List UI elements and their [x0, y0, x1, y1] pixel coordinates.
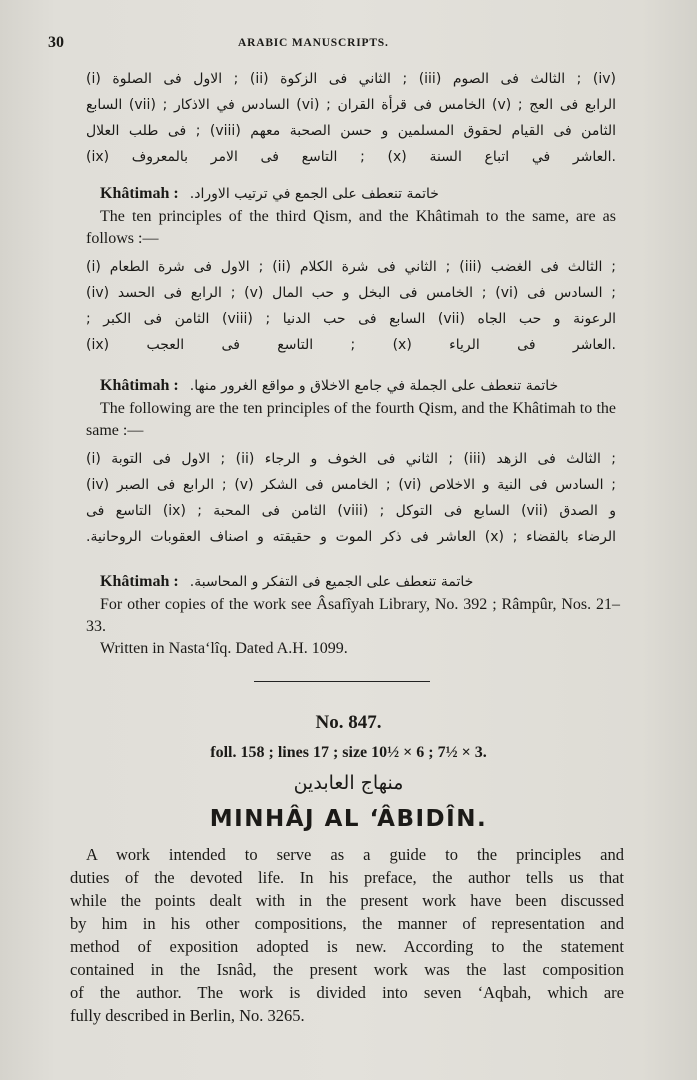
- folio-info: foll. 158 ; lines 17 ; size 10½ × 6 ; 7½ × 3.: [210, 744, 487, 761]
- arabic-line: الثامن فى القيام لحقوق المسلمين و حسن الصحبة معهم (viii) ; فى طلب العلال: [86, 123, 616, 139]
- arabic-line: (iv) الرابع فى الصبر ; (v) الخامس فى الشكر ; (vi) السادس فى النية و الاخلاص ;: [86, 477, 616, 493]
- written-note: Written in Nasta‘lîq. Dated A.H. 1099.: [100, 640, 348, 657]
- separator-rule: [254, 681, 430, 682]
- khatimah-label: Khâtimah :: [100, 185, 179, 202]
- description-line: A work intended to serve as a guide to the principles and: [86, 845, 624, 864]
- khatimah-label: Khâtimah :: [100, 573, 179, 590]
- intro-third-qism: The ten principles of the third Qism, and the Khâtimah to the same, are as follows :—: [86, 208, 616, 247]
- khatimah-label: Khâtimah :: [100, 377, 179, 394]
- arabic-line: (iv) الرابع فى الحسد ; (v) الخامس فى البخل و حب المال ; (vi) السادس فى ;: [86, 285, 616, 301]
- work-description: [70, 843, 624, 1027]
- page-header: [48, 34, 667, 56]
- arabic-line: و الصدق (vii) السابع فى التوكل ; (viii) الثامن فى المحبة ; (ix) التاسع فى: [86, 503, 616, 519]
- running-head: ARABIC MANUSCRIPTS.: [238, 37, 389, 49]
- arabic-line: الرابع فى العج ; (v) الخامس فى قرأة القران ; (vi) السادس في الاذكار ; (vii) السابع: [86, 97, 616, 113]
- section-3-arabic-list: [86, 66, 616, 170]
- section-4-arabic-list: [86, 254, 616, 358]
- khatimah-arabic: خاتمة تنعطف على الجميع فى التفكر و المحاسبة.: [189, 574, 474, 590]
- work-title: MINHÂJ AL ‘ÂBIDÎN.: [209, 806, 488, 832]
- arabic-line: الرضاء بالقضاء ; (x) العاشر فى ذكر الموت و حقيقته و اصناف العقوبات الروحانية.: [86, 529, 616, 545]
- arabic-line: (ix) التاسع فى الامر بالمعروف ; (x) العاشر في اتباع السنة.: [86, 149, 616, 165]
- arabic-line: (ix) التاسع فى العجب ; (x) العاشر فى الرياء.: [86, 337, 616, 353]
- intro-fourth-qism: The following are the ten principles of the fourth Qism, and the Khâtimah to the same :—: [86, 400, 616, 439]
- khatimah-4: [100, 372, 620, 398]
- entry-number: No. 847.: [315, 712, 382, 733]
- description-line: contained in the Isnâd, the present work was the last composition: [70, 960, 624, 979]
- arabic-title: منهاج العابدين: [293, 772, 404, 794]
- arabic-line: الرعونة و حب الجاه (vii) السابع فى حب الدنيا ; (viii) الثامن فى الكبر ;: [86, 311, 616, 327]
- page-number: 30: [48, 34, 64, 51]
- description-line: while the points dealt with in the present work have been discussed: [70, 891, 624, 910]
- arabic-line: (i) الاول فى التوبة ; (ii) الثاني فى الخوف و الرجاء ; (iii) الثالث فى الزهد ;: [86, 451, 616, 467]
- khatimah-3: [100, 180, 620, 206]
- arabic-line: (i) الاول فى الصلوة ; (ii) الثاني فى الزكوة ; (iii) الثالث فى الصوم ; (iv): [86, 71, 616, 87]
- other-copies-note: For other copies of the work see Âsafîyah Library, No. 392 ; Râmpûr, Nos. 21–33.: [86, 596, 620, 635]
- description-line: of the author. The work is divided into seven ‘Aqbah, which are: [70, 983, 624, 1002]
- description-line: fully described in Berlin, No. 3265.: [70, 1006, 305, 1025]
- description-line: method of exposition adopted is new. According to the statement: [70, 937, 624, 956]
- arabic-line: (i) الاول فى شرة الطعام ; (ii) الثاني فى شرة الكلام ; (iii) الثالث فى الغضب ;: [86, 259, 616, 275]
- khatimah-arabic: خاتمة تنعطف على الجمع في ترتيب الاوراد.: [189, 186, 439, 202]
- description-line: duties of the devoted life. In his preface, the author tells us that: [70, 868, 624, 887]
- khatimah-arabic: خاتمة تنعطف على الجملة في جامع الاخلاق و مواقع الغرور منها.: [189, 378, 559, 394]
- description-line: by him in his other compositions, the manner of representation and: [70, 914, 624, 933]
- section-5-arabic-list: [86, 446, 616, 550]
- khatimah-5: [100, 568, 620, 594]
